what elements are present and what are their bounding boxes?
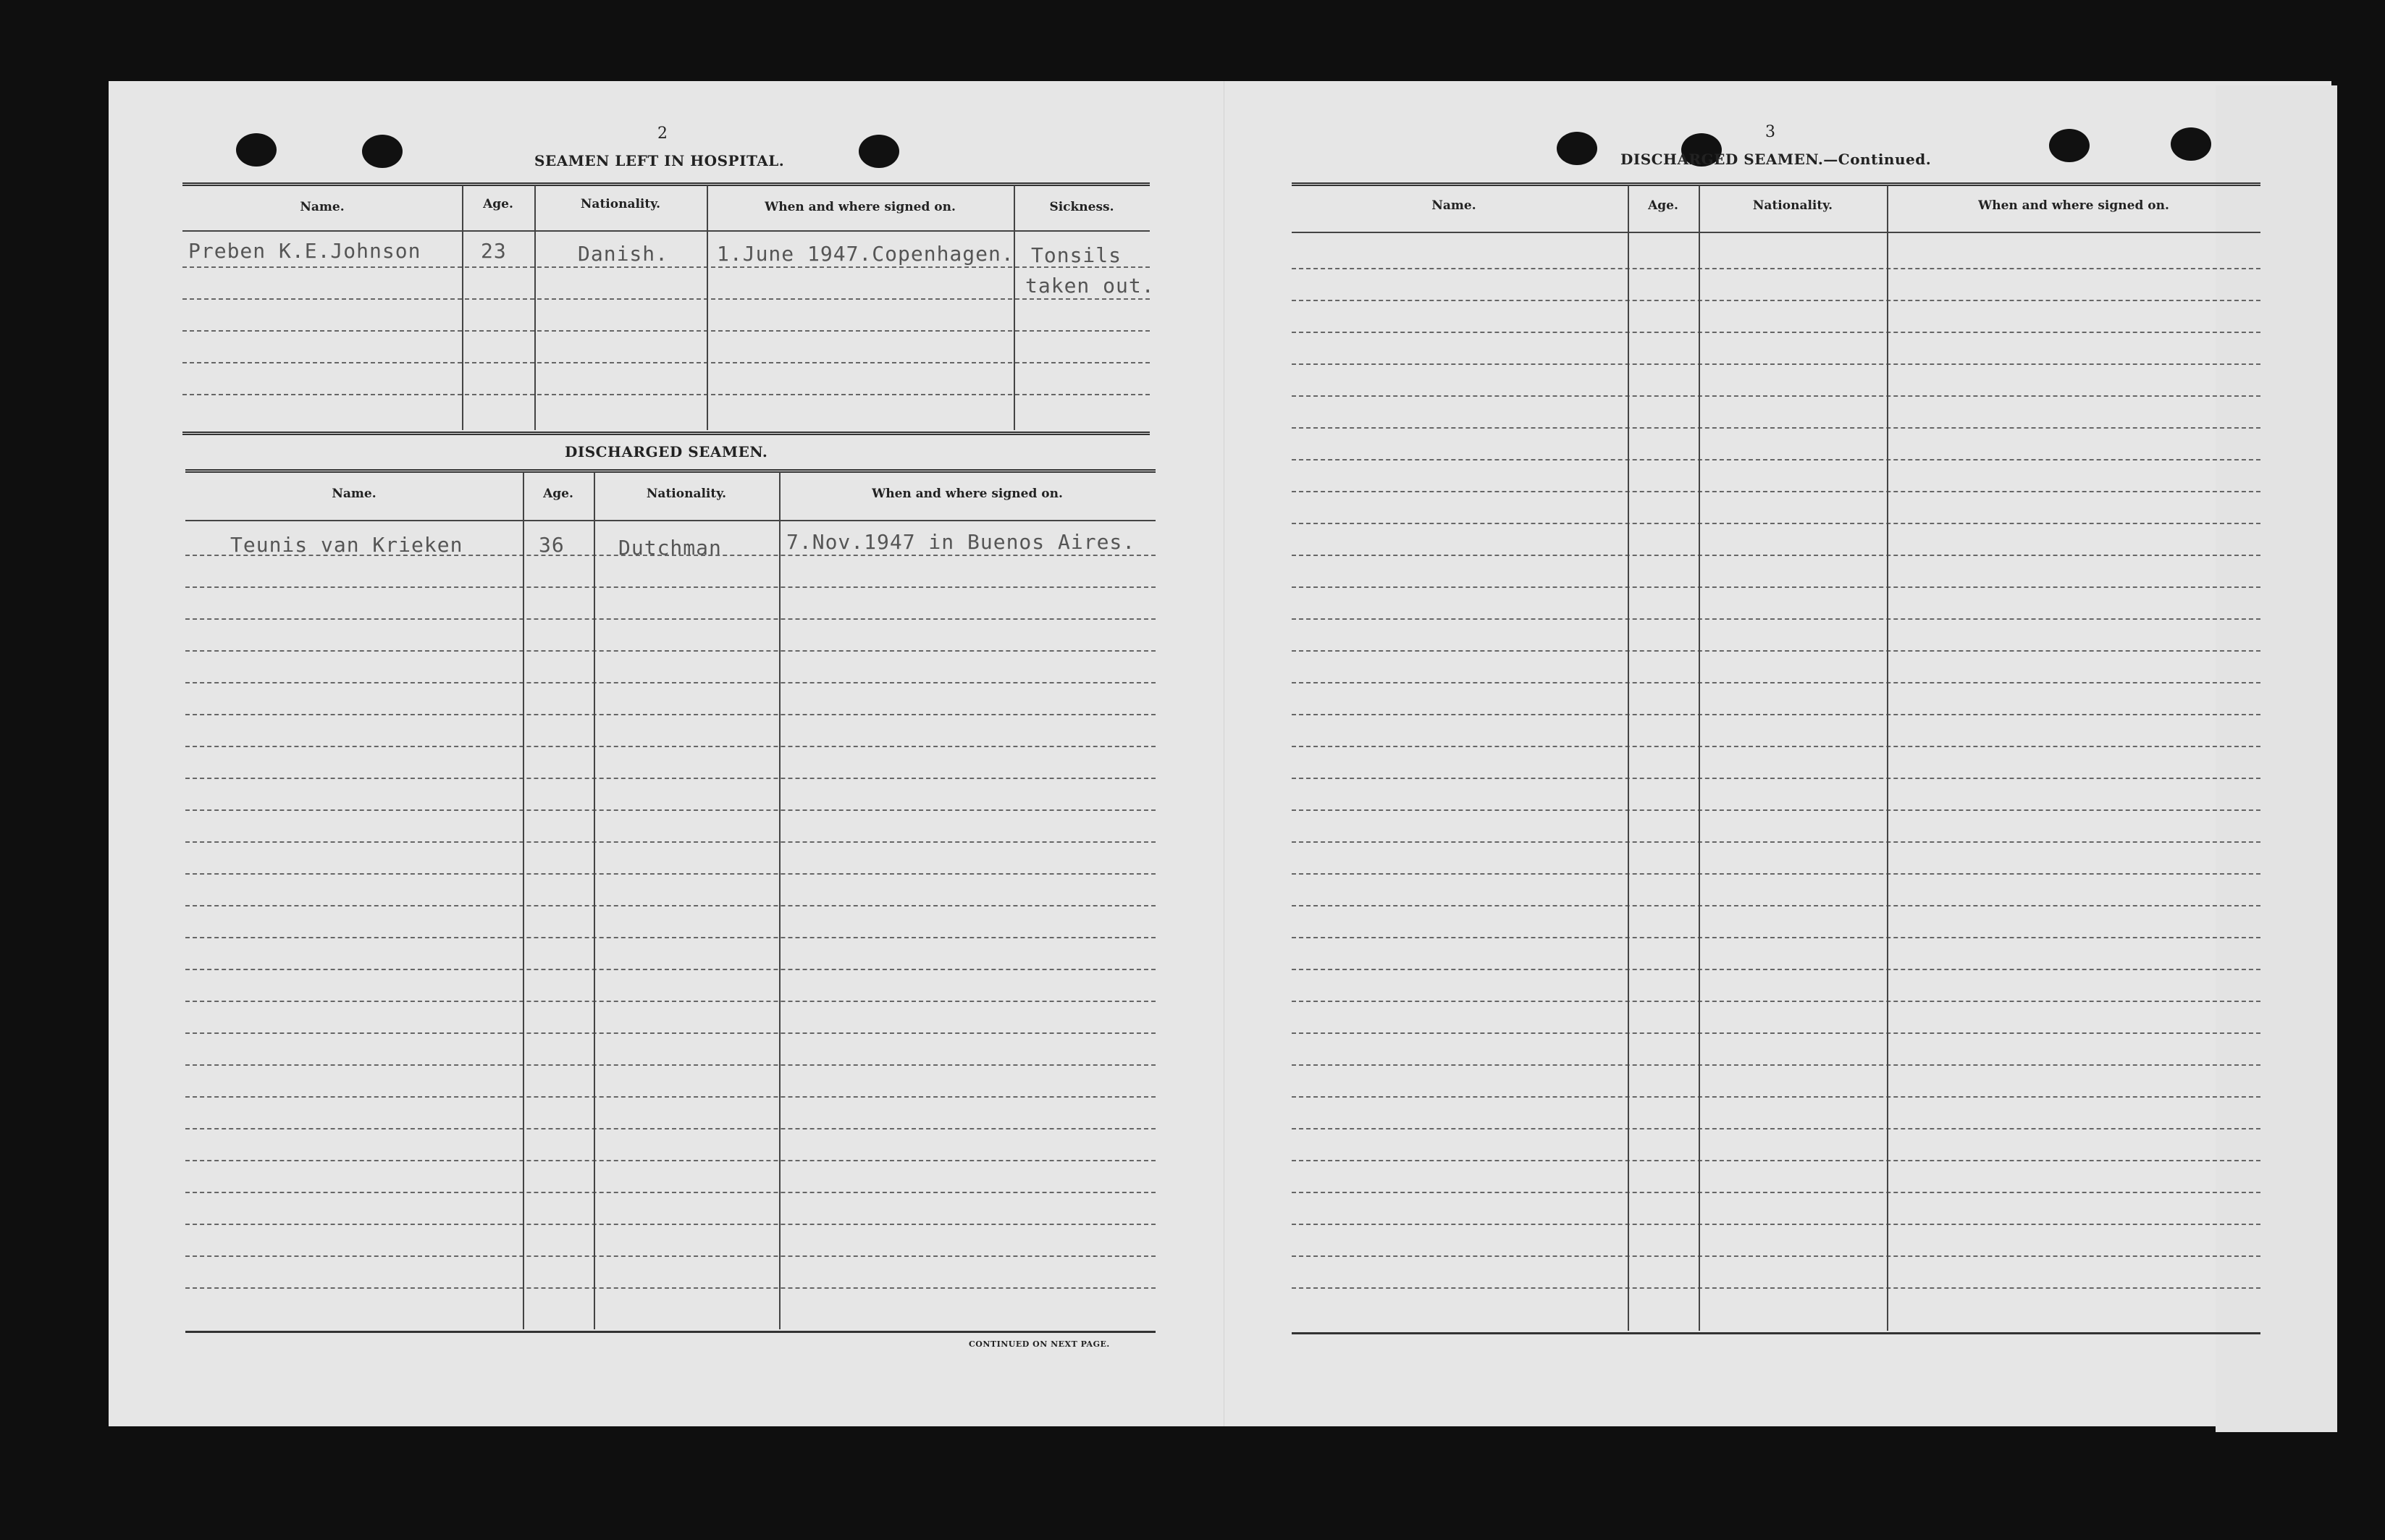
row-line [1292,1192,2260,1193]
header-rule [182,230,1150,232]
column-header-signed-on: When and where signed on. [1978,198,2169,213]
row-line [1292,650,2260,652]
table-bottom-rule [185,1331,1156,1333]
row-line [1292,491,2260,492]
column-divider [523,472,524,1329]
row-line [1292,778,2260,779]
row-line [185,1255,1156,1257]
row-line [185,586,1156,588]
row-line [185,841,1156,843]
row-line [1292,363,2260,365]
row-line [1292,937,2260,938]
discharged-entry-signed-on: 7.Nov.1947 in Buenos Aires. [786,530,1136,554]
row-line [185,1096,1156,1098]
row-line [1292,459,2260,460]
row-line [1292,332,2260,333]
discharged-section-title: DISCHARGED SEAMEN. [565,443,768,460]
column-divider [1887,185,1888,1331]
column-header-sickness: Sickness. [1049,200,1114,214]
discharged-entry-name: Teunis van Krieken [230,533,463,557]
row-line [1292,905,2260,906]
header-rule [1292,232,2260,233]
hospital-section-title: SEAMEN LEFT IN HOSPITAL. [534,152,785,169]
discharged-entry-age: 36 [539,533,565,557]
row-line [1292,1128,2260,1129]
table-top-rule [1292,182,2260,186]
row-line [185,1287,1156,1289]
row-line [1292,1001,2260,1002]
row-line [185,969,1156,970]
row-line [1292,555,2260,556]
page-number-left: 2 [657,125,668,143]
row-line [1292,873,2260,875]
punch-hole [236,133,277,167]
row-line [1292,1096,2260,1098]
row-line [185,746,1156,747]
row-line [185,1001,1156,1002]
hospital-entry-nationality: Danish. [578,242,669,266]
column-header-age: Age. [1648,198,1678,213]
header-rule [185,520,1156,521]
row-line [1292,300,2260,301]
row-line [185,1064,1156,1066]
row-line [185,618,1156,620]
row-line [185,682,1156,683]
column-divider [707,185,708,430]
row-line [1292,1160,2260,1161]
row-line [185,937,1156,938]
right-section-title-continued: —Continued. [1823,151,1932,168]
discharged-continued-table [1292,182,2260,1342]
column-header-nationality: Nationality. [580,197,661,211]
row-line [185,778,1156,779]
column-divider [594,472,595,1329]
row-line [185,873,1156,875]
row-line [185,809,1156,811]
table-top-rule [185,469,1156,473]
column-divider [1699,185,1700,1331]
row-line [1292,714,2260,715]
row-line [185,1160,1156,1161]
row-line [1292,395,2260,397]
right-section-title-main: DISCHARGED SEAMEN. [1620,151,1824,168]
row-line [1292,809,2260,811]
punch-hole [1557,132,1597,165]
row-line [185,1128,1156,1129]
hospital-entry-age: 23 [481,239,507,263]
discharged-table [185,469,1156,1338]
column-header-nationality: Nationality. [1752,198,1833,213]
row-line [185,905,1156,906]
hospital-entry-signed-on: 1.June 1947.Copenhagen. [717,242,1014,266]
page-number-right: 3 [1765,123,1775,141]
row-line [182,394,1150,395]
row-line [182,330,1150,332]
column-header-signed-on: When and where signed on. [765,200,956,214]
row-line [185,1224,1156,1225]
row-line [182,266,1150,268]
row-line [1292,1032,2260,1034]
table-bottom-rule [1292,1332,2260,1334]
right-section-title [1620,151,1931,168]
hospital-table [182,182,1155,440]
row-line [185,1192,1156,1193]
table-bottom-rule [182,432,1150,435]
row-line [185,1032,1156,1034]
hospital-entry-sickness: Tonsils [1031,243,1122,267]
row-line [185,650,1156,652]
column-divider [779,472,781,1329]
column-header-age: Age. [483,197,513,211]
continued-note: CONTINUED ON NEXT PAGE. [969,1339,1110,1349]
row-line [1292,523,2260,524]
column-divider [534,185,536,430]
column-header-nationality: Nationality. [646,487,727,501]
punch-hole [2049,129,2090,162]
column-header-name: Name. [1431,198,1476,213]
column-header-name: Name. [300,200,345,214]
row-line [182,362,1150,363]
punch-hole [859,135,899,168]
row-line [1292,427,2260,429]
column-divider [1628,185,1629,1331]
row-line [1292,1224,2260,1225]
column-divider [462,185,463,430]
row-line [1292,618,2260,620]
discharged-entry-nationality: Dutchman [618,536,722,560]
row-line [1292,1255,2260,1257]
row-line [182,298,1150,300]
row-line [185,714,1156,715]
row-line [1292,682,2260,683]
punch-hole [2171,127,2211,161]
hospital-entry-sickness-continued: taken out. [1025,274,1155,298]
table-top-rule [182,182,1150,186]
column-header-signed-on: When and where signed on. [872,487,1063,501]
row-line [1292,586,2260,588]
hospital-entry-name: Preben K.E.Johnson [188,239,421,263]
row-line [1292,969,2260,970]
row-line [1292,1064,2260,1066]
column-header-age: Age. [543,487,573,501]
column-divider [1014,185,1015,430]
row-line [1292,1287,2260,1289]
row-line [1292,746,2260,747]
row-line [1292,268,2260,269]
column-header-name: Name. [332,487,377,501]
row-line [1292,841,2260,843]
punch-hole [362,135,403,168]
